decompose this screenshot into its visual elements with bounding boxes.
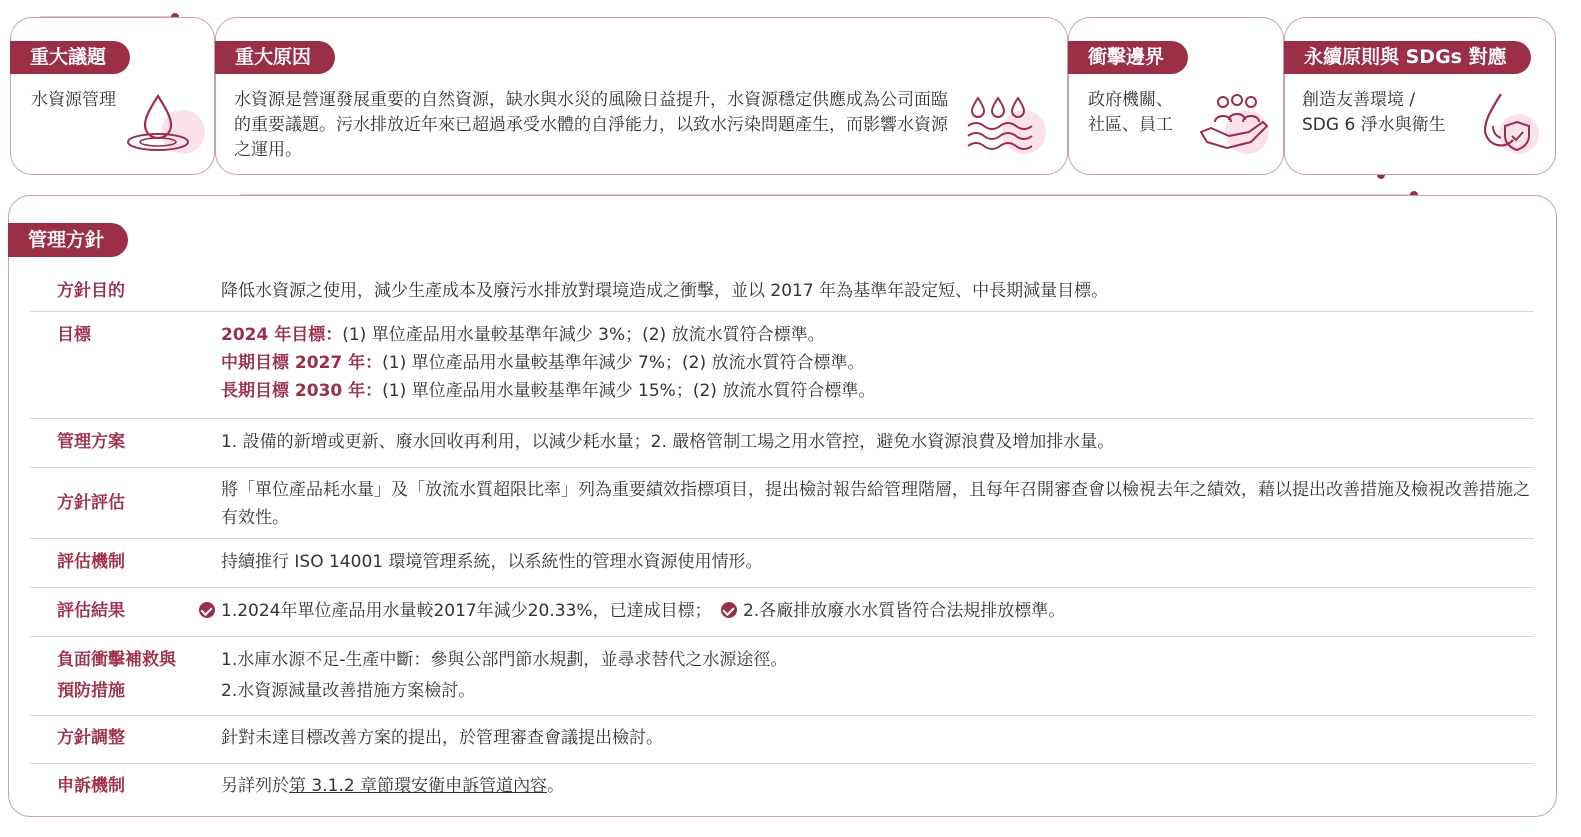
remedy-line: 2.水資源減量改善措施方案檢討。 <box>221 681 476 701</box>
target-label: 長期目標 2030 年： <box>221 381 383 401</box>
material-reason-text: 水資源是營運發展重要的自然資源，缺水與水災的風險日益提升，水資源穩定供應成為公司面臨的重要議題。污水排放近年來已超過承受水體的自淨能力，以致水污染問題產生，而影響水資源之運用。 <box>234 90 948 160</box>
check-circle-icon <box>199 602 215 618</box>
material-reason-title: 重大原因 <box>215 41 335 74</box>
target-line <box>221 349 1534 377</box>
row-label: 評估機制 <box>57 552 125 572</box>
row-label: 管理方案 <box>57 432 125 452</box>
row-content: 針對未達目標改善方案的提出，於管理審查會議提出檢討。 <box>221 728 663 748</box>
check-circle-icon <box>721 602 737 618</box>
row-label-line: 負面衝擊補救與 <box>57 650 176 670</box>
impact-boundary-line1: 政府機關、 <box>1088 90 1173 110</box>
result-item: 2.各廠排放廢水水質皆符合法規排放標準。 <box>742 601 1066 621</box>
row-target <box>29 312 1534 419</box>
sdg-card <box>1284 17 1556 175</box>
row-label: 方針評估 <box>57 493 125 513</box>
community-hand-icon <box>1197 92 1277 158</box>
row-label: 申訴機制 <box>57 776 125 796</box>
row-label-line: 預防措施 <box>57 681 125 701</box>
water-waves-icon <box>964 92 1054 162</box>
result-item: 1.2024年單位產品用水量較2017年減少20.33%，已達成目標； <box>221 601 712 621</box>
row-content <box>221 645 1534 715</box>
row-content <box>221 321 1534 418</box>
row-remedy <box>29 637 1534 716</box>
row-result <box>29 588 1534 637</box>
row-content <box>221 772 1534 810</box>
material-issue-text: 水資源管理 <box>31 90 116 110</box>
row-purpose <box>29 272 1534 312</box>
target-label: 2024 年目標： <box>221 325 343 345</box>
water-shield-icon <box>1477 90 1547 160</box>
sdg-line2: SDG 6 淨水與衛生 <box>1302 115 1446 135</box>
management-approach-title: 管理方針 <box>8 223 128 257</box>
row-adjust <box>29 716 1534 764</box>
row-content: 降低水資源之使用，減少生產成本及廢污水排放對環境造成之衝擊，並以 2017 年為基準年設定短、中長期減量目標。 <box>221 281 1109 301</box>
row-content: 持續推行 ISO 14001 環境管理系統，以系統性的管理水資源使用情形。 <box>221 552 763 572</box>
row-label: 方針目的 <box>57 281 125 301</box>
material-issue-title: 重大議題 <box>10 41 130 74</box>
row-content: 將「單位產品耗水量」及「放流水質超限比率」列為重要績效指標項目，提出檢討報告給管理階層，且每年召開審查會以檢視去年之績效，藉以提出改善措施及檢視改善措施之有效性。 <box>221 480 1530 528</box>
row-mechanism <box>29 539 1534 588</box>
remedy-line: 1.水庫水源不足-生產中斷：參與公部門節水規劃，並尋求替代之水源途徑。 <box>221 650 788 670</box>
target-text: (1) 單位產品用水量較基準年減少 7%；(2) 放流水質符合標準。 <box>382 353 865 373</box>
target-label: 中期目標 2027 年： <box>221 353 383 373</box>
impact-boundary-card <box>1068 17 1284 175</box>
impact-boundary-title: 衝擊邊界 <box>1068 41 1188 74</box>
management-table <box>29 272 1534 810</box>
management-approach-section <box>8 195 1557 817</box>
water-drop-icon <box>123 90 209 160</box>
material-issue-card <box>10 17 215 175</box>
row-label: 方針調整 <box>57 728 125 748</box>
impact-boundary-line2: 社區、員工 <box>1088 115 1173 135</box>
target-line <box>221 377 1534 405</box>
row-appeal <box>29 764 1534 810</box>
target-text: (1) 單位產品用水量較基準年減少 3%；(2) 放流水質符合標準。 <box>342 325 825 345</box>
appeal-section-link[interactable]: 第 3.1.2 章節環安衛申訴管道內容 <box>289 776 548 796</box>
appeal-prefix: 另詳列於 <box>221 776 289 796</box>
row-label: 目標 <box>57 325 91 345</box>
row-plan <box>29 419 1534 468</box>
target-text: (1) 單位產品用水量較基準年減少 15%；(2) 放流水質符合標準。 <box>382 381 876 401</box>
row-content: 1. 設備的新增或更新、廢水回收再利用，以減少耗水量；2. 嚴格管制工場之用水管控，避免水資源浪費及增加排水量。 <box>221 432 1115 452</box>
row-label <box>29 645 221 715</box>
sdg-title: 永續原則與 SDGs 對應 <box>1284 41 1531 74</box>
row-label: 評估結果 <box>57 601 125 621</box>
row-content <box>199 597 1534 636</box>
sdg-line1: 創造友善環境 / <box>1302 90 1416 110</box>
target-line <box>221 321 1534 349</box>
row-evaluation <box>29 468 1534 539</box>
appeal-suffix: 。 <box>547 776 565 796</box>
material-reason-card <box>215 17 1068 175</box>
